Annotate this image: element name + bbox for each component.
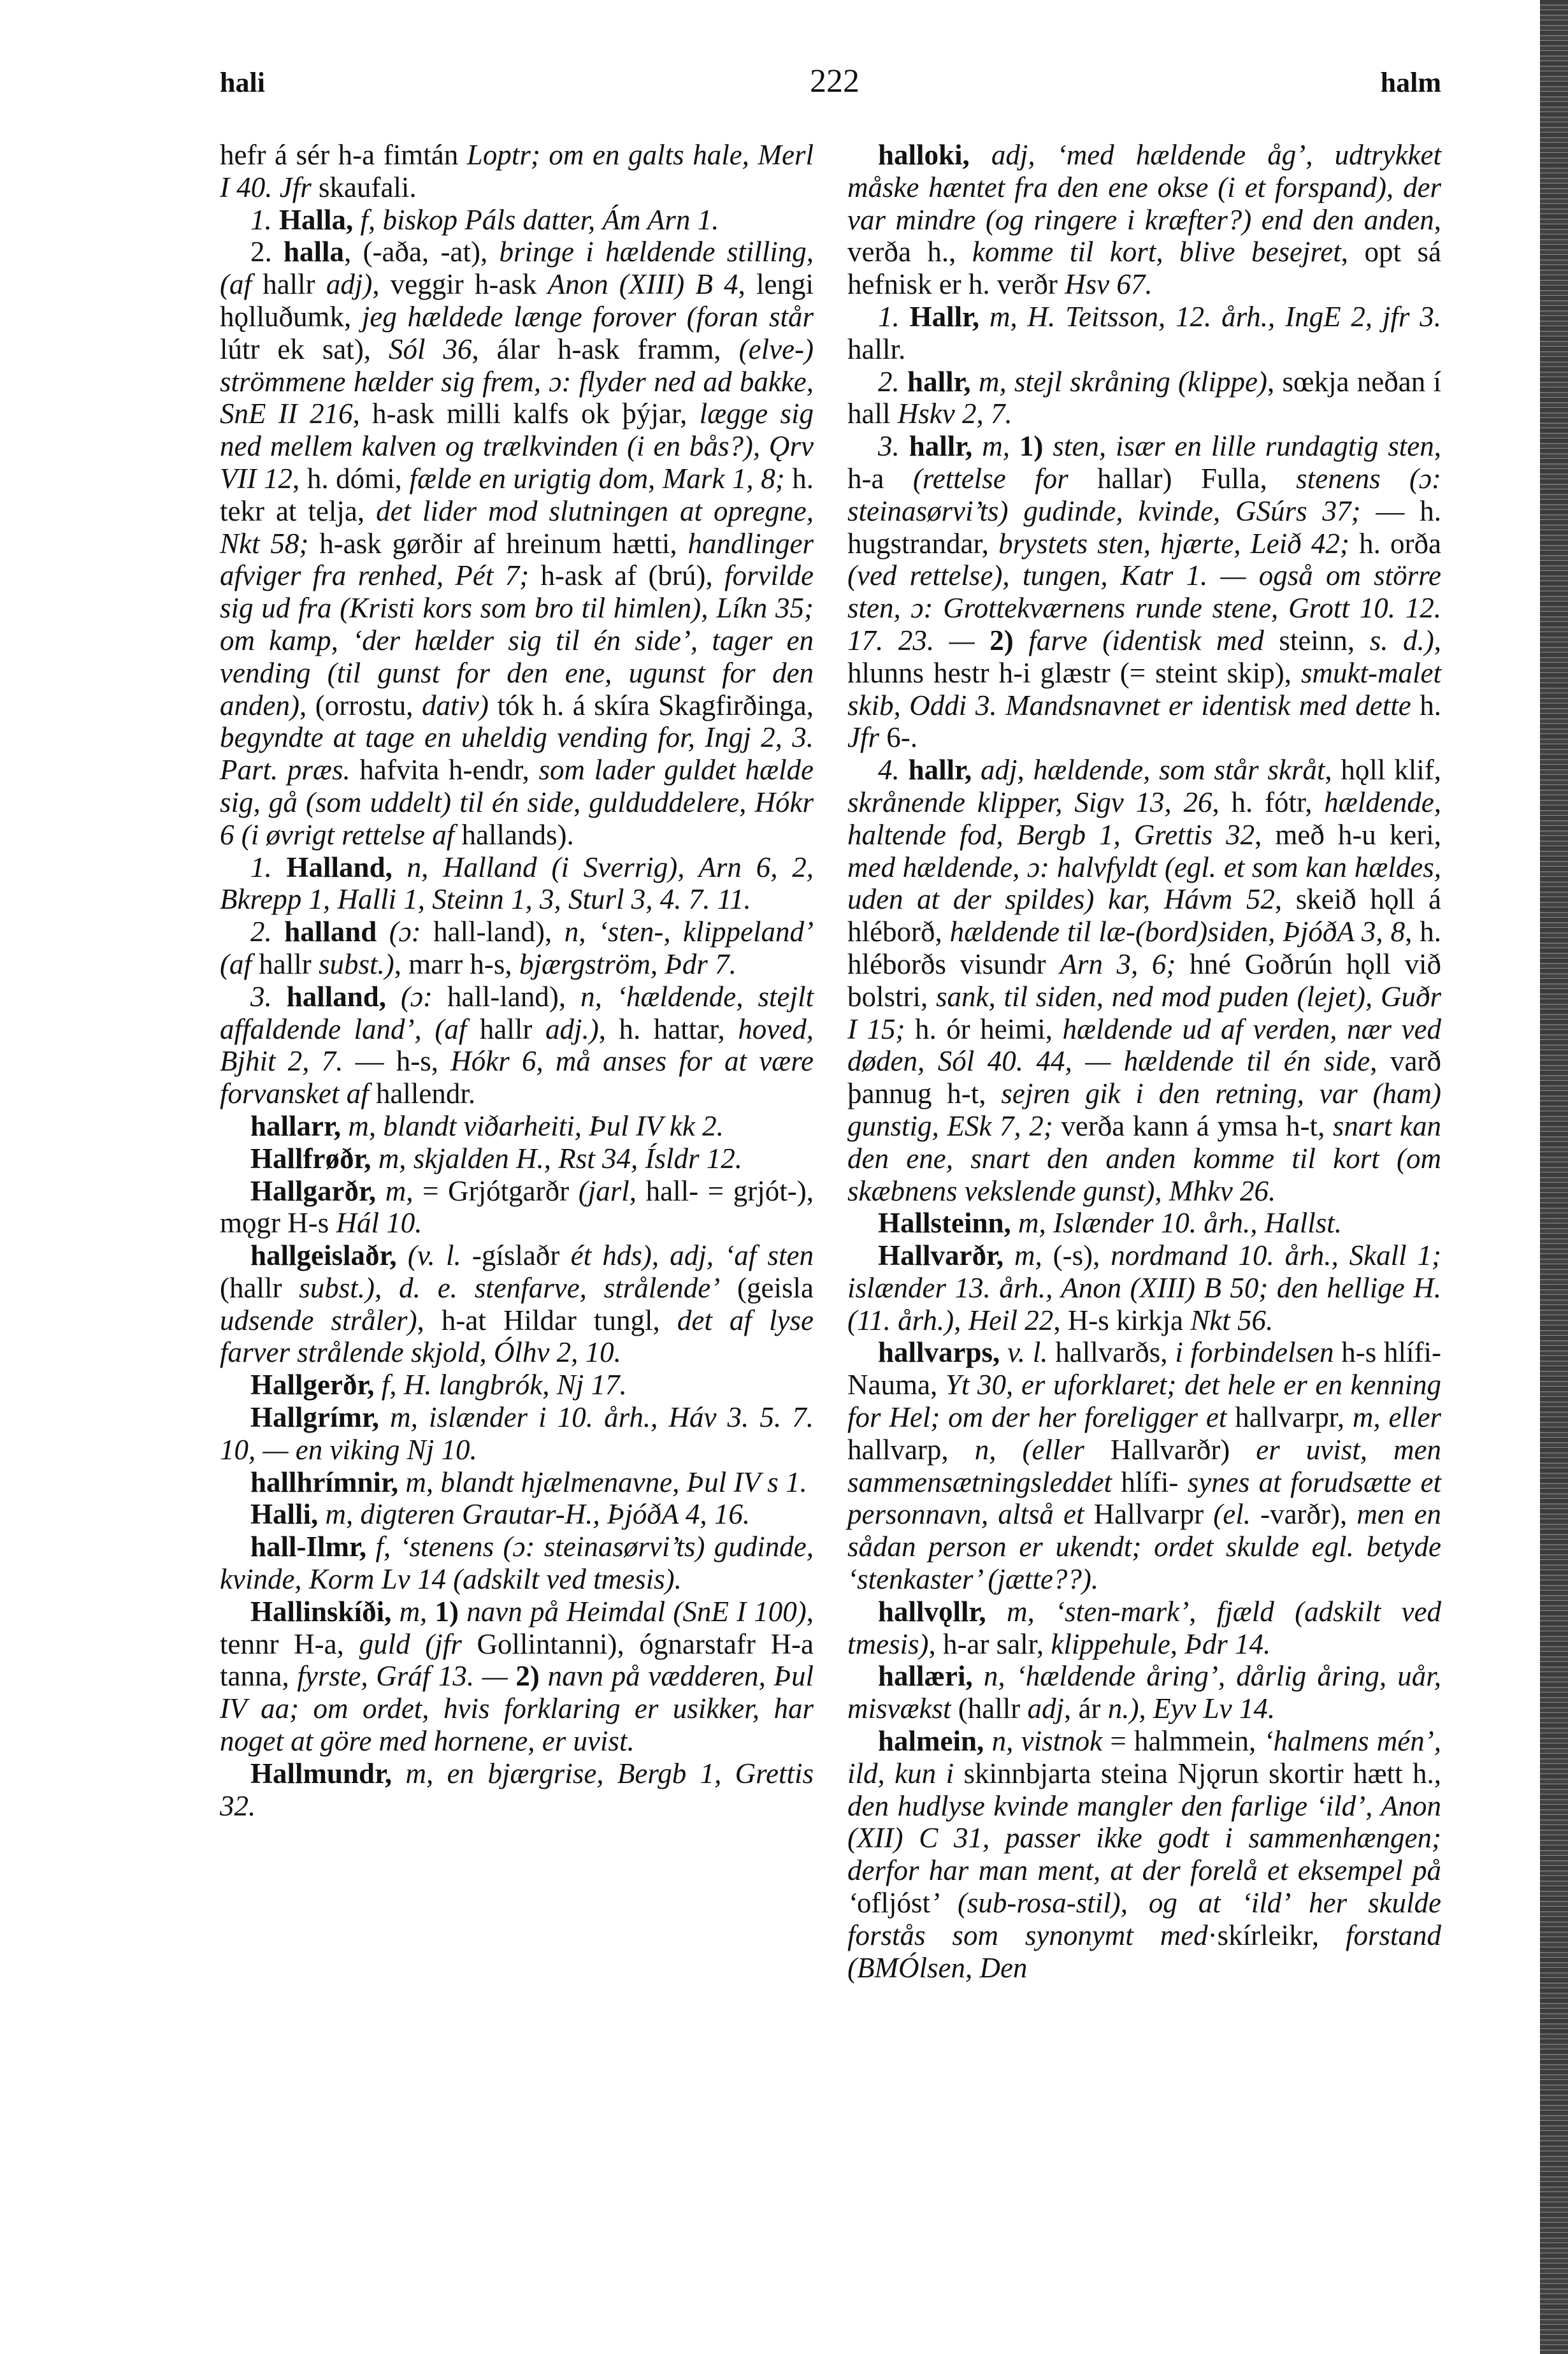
roman-text: ·skírleikr, [1207, 1919, 1346, 1951]
italic-text: m, islænder i 10. årh., Háv 3. 5. 7. 10, — en viking Nj 10. [220, 1401, 814, 1466]
roman-text: steinn, [1263, 624, 1370, 656]
dictionary-entry [220, 236, 814, 851]
italic-text: Hskv 2, 7. [897, 398, 1012, 430]
roman-text: hall-land), [421, 916, 565, 948]
italic-text: m, en bjærgrise, Bergb 1, Grettis 32. [220, 1757, 814, 1822]
italic-text: hældende til læ-(bord)siden, ÞjóðA 3, 8 [949, 916, 1406, 948]
headword: 2) [515, 1660, 540, 1693]
roman-text: hallvarpr, [1226, 1401, 1353, 1434]
headword: Halland, [286, 851, 392, 883]
roman-text: , lengi hǫlluðumk, [220, 268, 814, 333]
roman-text: , skeið hǫll á hléborð, [847, 883, 1441, 948]
italic-text: Hál 10. [336, 1207, 422, 1239]
roman-text: (hallr [220, 1271, 299, 1304]
dictionary-entry [847, 139, 1441, 301]
italic-text: Sól 36 [389, 333, 472, 365]
italic-text: dativ) [422, 689, 489, 721]
roman-text: hallr [466, 1013, 545, 1045]
left-text-column [220, 139, 814, 1822]
headword: hallr, [909, 430, 973, 463]
italic-text: skrånende klipper, Sigv 13, 26 [847, 786, 1212, 818]
roman-text: hallr [252, 268, 326, 301]
italic-text: 1. [250, 203, 279, 236]
italic-text: Nkt 56. [1190, 1304, 1274, 1336]
italic-text: jeg hældede længe forover (foran står [361, 300, 814, 333]
italic-text: Hókr 6, må anses for at være forvansket af [220, 1045, 814, 1110]
italic-text: adj [1027, 1693, 1064, 1725]
italic-text: sejren gik i den retning, var (ham) gunstig, ESk 7, 2; [847, 1078, 1441, 1142]
italic-text: m, [391, 1595, 435, 1628]
dictionary-entry [847, 1596, 1441, 1661]
italic-text: farve (identisk med [1013, 624, 1264, 656]
roman-text: Hallvarpr [1084, 1498, 1214, 1531]
headword: hallæri, [878, 1660, 973, 1693]
italic-text: n, ‘hældende, stejlt affaldende land’, (af [220, 980, 814, 1045]
headword: 2) [989, 624, 1014, 656]
italic-text: v. l. [1000, 1336, 1048, 1369]
italic-text: m, digteren Grautar-H., ÞjóðA 4, 16. [318, 1498, 751, 1531]
dictionary-entry [220, 981, 814, 1110]
italic-text: m, Islænder 10. årh., Hallst. [1011, 1207, 1342, 1239]
dictionary-entry [220, 1175, 814, 1240]
italic-text: smukt-malet skib, Oddi 3. Mandsnavnet er identisk med dette [847, 656, 1441, 721]
roman-text: verða kann á ymsa h-t, [1053, 1109, 1333, 1142]
running-head-last-word: halm [1380, 67, 1441, 98]
roman-text: = Grjótgarðr [413, 1174, 579, 1207]
roman-text: hallendr. [368, 1078, 476, 1110]
dictionary-entry [220, 1239, 814, 1369]
italic-text: komme til kort, blive besejret [972, 236, 1341, 268]
dictionary-entry [847, 1660, 1441, 1725]
italic-text: sank, til siden, ned mod puden (lejet), Guðr I 15; [847, 980, 1441, 1045]
headword: 1) [1019, 430, 1044, 463]
roman-text: hall-land), [432, 980, 581, 1013]
dictionary-entry [847, 1336, 1441, 1595]
roman-text: , h-ar salr, [928, 1628, 1051, 1660]
headword: Hallmundr, [250, 1757, 392, 1789]
roman-text: skaufali. [311, 171, 417, 203]
headword: hallr, [907, 365, 971, 398]
italic-text: adj) [326, 268, 373, 301]
italic-text: ’ (sub-rosa-stil), og at ‘ild’ her skulde forstås som synonymt med [847, 1887, 1441, 1951]
italic-text: 2. [878, 365, 908, 398]
dictionary-entry [847, 430, 1441, 754]
italic-text: m, skjalden H., Rst 34, Ísldr 12. [371, 1142, 743, 1174]
italic-text: (elve-) strömmene hælder sig frem, ɔ: flyder ned ad bakke, SnE II 216 [220, 333, 814, 430]
italic-text: subst.), d. e. stenfarve, strålende’ [299, 1271, 721, 1304]
italic-text: Arn 3, 6; [1060, 948, 1176, 980]
roman-text: 6-. [879, 721, 917, 754]
roman-text: , með h-u keri, [1255, 818, 1442, 851]
headword: Halli, [250, 1498, 319, 1531]
headword: hallarr, [250, 1109, 342, 1142]
roman-text: h. [1411, 689, 1442, 721]
italic-text: n, vistnok [984, 1725, 1103, 1758]
dictionary-entry [220, 851, 814, 916]
headword: Hallgarðr, [250, 1174, 377, 1207]
dictionary-entry [220, 1369, 814, 1401]
italic-text: i forbindelsen [1175, 1336, 1334, 1369]
roman-text: h. ór heimi, [905, 1013, 1063, 1045]
dictionary-entry [847, 754, 1441, 1207]
roman-text: skinnbjarta steina Njǫrun skortir hætt h., [954, 1757, 1441, 1789]
roman-text: h-s hlífi-Nauma, [847, 1336, 1442, 1401]
dictionary-entry [220, 1758, 814, 1823]
italic-text: m, H. Teitsson, 12. årh., IngE 2, jfr 3. [979, 300, 1441, 333]
italic-text: adj, ‘med hældende åg’, udtrykket måske hæntet fra den ene okse (i et forspand), der var mindre (og ringere i kræfter?) end den anden [847, 139, 1441, 236]
italic-text: m, stejl skråning (klippe) [970, 365, 1267, 398]
dictionary-entry [220, 204, 814, 236]
italic-text: n, (eller [974, 1433, 1084, 1466]
roman-text: lútr ek sat), [220, 333, 389, 365]
headword: Hallfrøðr, [250, 1142, 371, 1174]
italic-text: udsende stråler) [220, 1304, 417, 1336]
italic-text: navn på Heimdal (SnE I 100) [459, 1595, 807, 1628]
roman-text: -varðr), [1250, 1498, 1357, 1531]
headword: Hallgrímr, [250, 1401, 380, 1434]
italic-text: m, ‘sten-mark’, fjæld (adskilt ved tmesis) [847, 1595, 1441, 1660]
italic-text: adj.) [545, 1013, 599, 1045]
roman-text: hné Goðrún hǫll við bolstri, [847, 948, 1441, 1013]
roman-text: 2. [250, 236, 284, 268]
italic-text: Anon (XIII) B 4 [547, 268, 738, 301]
roman-text: hallvarp, [847, 1433, 975, 1466]
headword: Hallinskíði, [250, 1595, 392, 1628]
dictionary-entry [847, 1239, 1441, 1336]
dictionary-entry [847, 301, 1441, 366]
headword: hallvarps, [878, 1336, 1000, 1369]
italic-text: 3. [250, 980, 287, 1013]
italic-text: hoved, Bjhit 2, 7. [220, 1013, 814, 1078]
italic-text: ‘halmens mén’, ild, kun i [847, 1725, 1441, 1789]
italic-text: f, H. langbrók, Nj 17. [374, 1369, 627, 1401]
italic-text: fyrste, Gráf 13. — [297, 1660, 516, 1693]
italic-text: 1. [878, 300, 910, 333]
dictionary-entry [847, 366, 1441, 431]
italic-text: 3. [878, 430, 909, 463]
headword: hallvǫllr, [878, 1595, 986, 1628]
italic-text: forstand (BMÓlsen, Den [847, 1919, 1441, 1984]
headword: hallgeislaðr, [250, 1239, 397, 1272]
roman-text: ofljóst [857, 1887, 931, 1919]
page-number: 222 [810, 63, 860, 99]
headword: halland, [286, 980, 387, 1013]
italic-text: 1. [250, 851, 287, 883]
italic-text: bjærgström, Þdr 7. [519, 948, 737, 980]
italic-text: n.), Eyv Lv 14. [1107, 1693, 1276, 1725]
italic-text: 4. [878, 754, 909, 786]
italic-text: s. d.) [1369, 624, 1434, 656]
roman-text: — h. hugstrandar, [847, 495, 1441, 560]
roman-text: (geisla [720, 1271, 814, 1304]
italic-text: handlinger afviger fra renhed, Pét 7; [220, 527, 814, 592]
roman-text: tók h. á skíra Skagfirðinga, [488, 689, 814, 721]
italic-text: (ɔ: [386, 980, 433, 1013]
italic-text: m, [376, 1174, 414, 1207]
roman-text: = halmmein, [1102, 1725, 1264, 1758]
italic-text: synes at forudsætte et personnavn, altså et [847, 1466, 1442, 1531]
roman-text: -gíslaðr [461, 1239, 571, 1272]
headword: halla [284, 236, 345, 268]
roman-text: hallvarðs, [1047, 1336, 1176, 1369]
italic-text: den hudlyse kvinde mangler den farlige ‘ild’, Anon (XII) C 31, passer ikke godt i sammenhængen; derfor har man ment, at der forelå et eksempel på ‘ [847, 1789, 1441, 1919]
italic-text: (ved rettelse), tungen, Katr 1. — også om större sten, ɔ: Grottekværnens runde stene, Grott 10. 12. 17. 23. — [847, 560, 1441, 656]
roman-text: h. tekr at telja, [220, 462, 814, 527]
roman-text: h. orða [1349, 527, 1441, 560]
roman-text: hallar) Fulla, [1068, 462, 1297, 495]
headword: hall-Ilmr, [250, 1531, 367, 1563]
italic-text: m, eller [1352, 1401, 1441, 1434]
roman-text: (-s), [1042, 1239, 1111, 1272]
roman-text: hallands). [454, 818, 574, 851]
italic-text: med hældende, ɔ: halvfyldt (egl. et som kan hældes, uden at der spildes) kar, Hávm 52 [847, 851, 1441, 916]
roman-text: , sœkja neðan í hall [847, 365, 1442, 430]
dictionary-entry [220, 1531, 814, 1596]
dictionary-entry [220, 1110, 814, 1143]
roman-text: , hǫll klif, [1325, 754, 1441, 786]
italic-text: Loptr; om en galts hale, Merl I 40. Jfr [220, 139, 814, 203]
italic-text: begyndte at tage en uheldig vending for, Ingj 2, 3. Part. præs. [220, 721, 814, 786]
roman-text: , hlunns hestr h-i glæstr (= steint skip), [847, 624, 1442, 689]
roman-text: , ár [1063, 1693, 1108, 1725]
italic-text: Jfr [847, 721, 879, 754]
italic-text: klippehule, Þdr 14. [1051, 1628, 1271, 1660]
italic-text: adj, hældende, som står skråt [972, 754, 1325, 786]
roman-text: hallr [252, 948, 319, 980]
headword: halland [284, 916, 377, 948]
italic-text: (jarl, [578, 1174, 637, 1207]
italic-text: bringe i hældende stilling, (af [220, 236, 814, 301]
roman-text: Gollintanni), ógnarstafr H-a tanna, [220, 1628, 814, 1693]
roman-text: (hallr [951, 1693, 1028, 1725]
roman-text: , h-a [847, 430, 1441, 495]
running-head-first-word: hali [220, 67, 265, 98]
roman-text: , verða h., [847, 203, 1441, 268]
italic-text: m, [1003, 1239, 1042, 1272]
dictionary-entry [220, 916, 814, 981]
roman-text: , h-ask milli kalfs ok þýjar, [352, 398, 700, 430]
headword: 1) [435, 1595, 459, 1628]
dictionary-entry [220, 1596, 814, 1758]
italic-text: er uvist, men sammensætningsleddet [847, 1433, 1441, 1498]
roman-text: , h. dómi, [292, 462, 410, 495]
italic-text: nordmand 10. årh., Skall 1; islænder 13. årh., Anon (XIII) B 50; den hellige H. (11. årh.), Heil 22 [847, 1239, 1442, 1336]
italic-text: brystets sten, hjærte, Leið 42; [998, 527, 1349, 560]
italic-text: Hsv 67. [1065, 268, 1153, 301]
italic-text: f, biskop Páls datter, Ám Arn 1. [353, 203, 719, 236]
scan-border [1540, 0, 1568, 2354]
italic-text: lægge sig ned mellem kalven og trælkvinden (i en bås?), Ǫrv VII 12 [220, 398, 814, 495]
roman-text: hefr á sér h-a fimtán [220, 139, 467, 171]
dictionary-entry [220, 1401, 814, 1466]
headword: halloki, [878, 139, 970, 171]
roman-text: hall- = grjót-), mǫgr H-s [220, 1174, 814, 1239]
italic-text: 2. [250, 916, 285, 948]
italic-text: subst.) [318, 948, 394, 980]
headword: Hallgerðr, [250, 1369, 375, 1401]
dictionary-entry [847, 1725, 1441, 1984]
roman-text: — h-s, [343, 1045, 451, 1078]
roman-text: hafvita h-endr, [350, 754, 539, 786]
italic-text: m, blandt viðarheiti, Þul IV kk 2. [341, 1109, 724, 1142]
italic-text: snart kan den ene, snart den anden komme til kort (om skæbnens vekslende gunst), Mhkv 26. [847, 1109, 1442, 1207]
italic-text: n, ‘sten-, klippeland’ (af [220, 916, 814, 980]
italic-text: stenens (ɔ: steinasørvi’ts) gudinde, kvinde, GSúrs 37; [847, 462, 1441, 527]
italic-text: fælde en urigtig dom, Mark 1, 8; [409, 462, 785, 495]
italic-text: (rettelse for [912, 462, 1068, 495]
italic-text: n, Halland (i Sverrig), Arn 6, 2, Bkrepp 1, Halli 1, Steinn 1, 3, Sturl 3, 4. 7. 11. [220, 851, 814, 916]
italic-text: navn på vædderen, Þul IV aa; om ordet, hvis forklaring er usikker, har noget at göre med hornene, er uvist. [220, 1660, 814, 1758]
dictionary-entry [847, 1207, 1441, 1239]
dictionary-entry [220, 1466, 814, 1499]
headword: hallr, [908, 754, 972, 786]
roman-text: , opt sá hefnisk er h. verðr [847, 236, 1441, 301]
headword: hallhrímnir, [250, 1466, 399, 1498]
roman-text: , h. hléborðs visundr [847, 916, 1441, 980]
dictionary-entry [220, 139, 814, 204]
roman-text: , (orrostu, [299, 689, 422, 721]
italic-text: forvilde sig ud fra (Kristi kors som bro til himlen), Líkn 35; om kamp, ‘der hælder sig til én side’, tager en vending (til gunst for den ene, ugunst for den anden) [220, 560, 814, 721]
italic-text: men en sådan person er ukendt; ordet skulde egl. betyde ‘stenkaster’ (jætte??). [847, 1498, 1442, 1596]
roman-text: , tennr H-a, [220, 1595, 814, 1660]
roman-text: , h. hattar, [598, 1013, 738, 1045]
roman-text: hallr. [847, 333, 906, 365]
italic-text: (v. l. [396, 1239, 461, 1272]
italic-text: guld (jfr [359, 1628, 462, 1660]
roman-text: Hallvarðr) [1084, 1433, 1256, 1466]
italic-text: m, [972, 430, 1019, 463]
headword: Halla, [279, 203, 354, 236]
italic-text: det af lyse farver strålende skjold, Ólhv 2, 10. [220, 1304, 814, 1369]
roman-text: , (-aða, -at), [344, 236, 500, 268]
roman-text: , h-at Hildar tungl, [417, 1304, 677, 1336]
right-text-column [847, 139, 1441, 1984]
roman-text: , marr h-s, [394, 948, 519, 980]
roman-text: , álar h-ask framm, [471, 333, 739, 365]
headword: Hallsteinn, [878, 1207, 1011, 1239]
roman-text: , H-s kirkja [1053, 1304, 1191, 1336]
roman-text: , varð þannug h-t, [847, 1045, 1442, 1110]
italic-text: ét hds), adj, ‘af sten [570, 1239, 814, 1272]
roman-text: hlífi- [1111, 1466, 1188, 1498]
roman-text: , h. fótr, [1212, 786, 1325, 818]
headword: Hallvarðr, [878, 1239, 1004, 1272]
roman-text: h-ask gørðir af hreinum hætti, [308, 527, 688, 560]
italic-text: (el. [1213, 1498, 1251, 1531]
dictionary-entry [220, 1143, 814, 1175]
dictionary-entry [220, 1498, 814, 1531]
italic-text: sten, især en lille rundagtig sten [1043, 430, 1434, 463]
italic-text: hældende, haltende fod, Bergb 1, Grettis 32 [847, 786, 1441, 851]
italic-text: m, blandt hjælmenavne, Þul IV s 1. [398, 1466, 807, 1498]
headword: halmein, [878, 1725, 984, 1758]
italic-text: Yt 30, er uforklaret; det hele er en kenning for Hel; om der her foreligger et [847, 1369, 1441, 1434]
headword: Hallr, [909, 300, 980, 333]
italic-text: (ɔ: [377, 916, 421, 948]
roman-text: h-ask af (brú), [529, 560, 725, 592]
italic-text: f, ‘stenens (ɔ: steinasørvi’ts) gudinde, kvinde, Korm Lv 14 (adskilt ved tmesis). [220, 1531, 814, 1596]
roman-text: , veggir h-ask [372, 268, 548, 301]
italic-text: n, ‘hældende åring’, dårlig åring, uår, misvækst [847, 1660, 1441, 1725]
italic-text: som lader guldet hælde sig, gå (som uddelt) til én side, gulduddelere, Hókr 6 (i øvrigt rettelse af [220, 754, 814, 851]
italic-text: det lider mod slutningen at opregne, Nkt 58; [220, 495, 814, 560]
italic-text: hældende ud af verden, nær ved døden, Sól 40. 44, — hældende til én side [847, 1013, 1441, 1078]
